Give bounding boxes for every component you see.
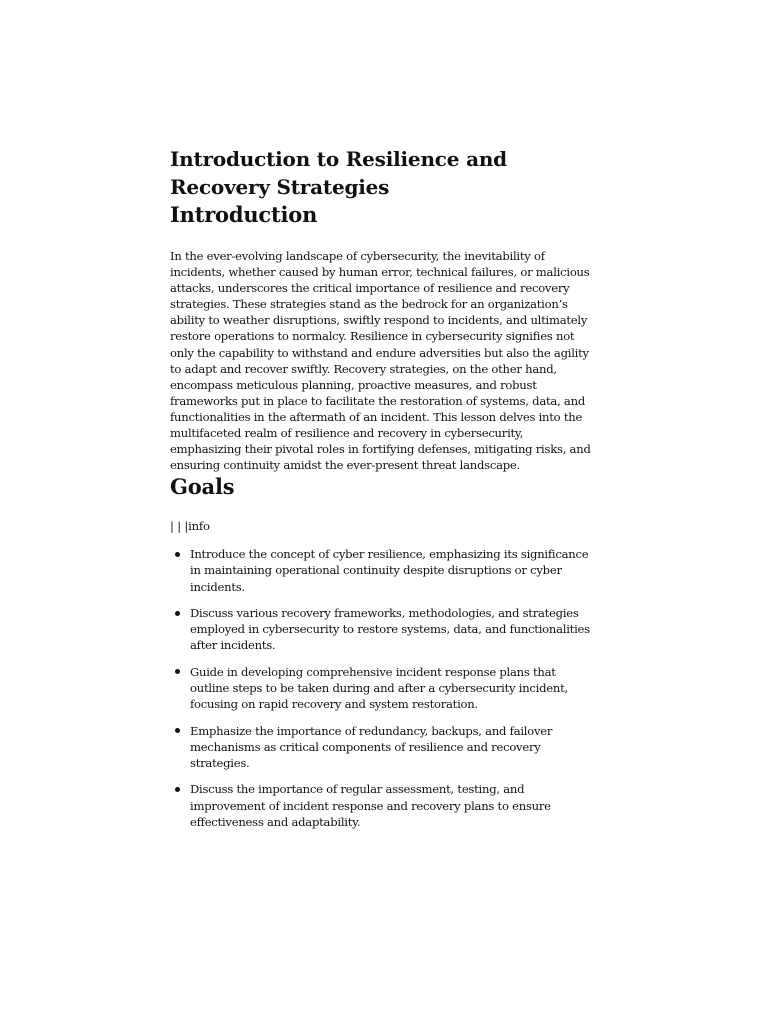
goals-heading: Goals xyxy=(170,474,235,500)
bullet-icon xyxy=(175,552,180,557)
bullet-icon xyxy=(175,728,180,733)
info-marker: | | |info xyxy=(170,519,210,534)
goal-text: Guide in developing comprehensive incident response plans that outline steps to be taken during and after a cybersecurity incident, focusing on rapid recovery and system restoration. xyxy=(190,664,568,712)
list-item xyxy=(170,781,595,829)
list-item xyxy=(170,546,595,594)
bullet-icon xyxy=(175,787,180,792)
bullet-icon xyxy=(175,669,180,674)
document-page xyxy=(170,145,595,840)
list-item xyxy=(170,664,595,712)
goal-text: Emphasize the importance of redundancy, backups, and failover mechanisms as critical components of resilience and recovery strategies. xyxy=(190,723,553,770)
introduction-paragraph: In the ever-evolving landscape of cybersecurity, the inevitability of incidents, whether caused by human error, technical failures, or malicious attacks, underscores the critical importance of resilience and recovery strategies. These strategies stand as the bedrock for an organization’s ability to weather disruptions, swiftly respond to incidents, and ultimately restore operations to normalcy. Resilience in cybersecurity signifies not only the capability to withstand and endure adversities but also the agility to adapt and recover swiftly. Recovery strategies, on the other hand, encompass meticulous planning, proactive measures, and robust frameworks put in place to facilitate the restoration of systems, data, and functionalities in the aftermath of an incident. This lesson delves into the multifaceted realm of resilience and recovery in cybersecurity, emphasizing their pivotal roles in fortifying defenses, mitigating risks, and ensuring continuity amidst the ever-present threat landscape. xyxy=(170,249,591,473)
page-title: Introduction to Resilience and Recovery Strategies xyxy=(170,147,507,199)
goal-text: Discuss various recovery frameworks, methodologies, and strategies employed in cybersecurity to restore systems, data, and functionalities after incidents. xyxy=(190,606,590,653)
goal-text: Introduce the concept of cyber resilience, emphasizing its significance in maintaining operational continuity despite disruptions or cyber incidents. xyxy=(190,547,589,594)
list-item xyxy=(170,605,595,653)
bullet-icon xyxy=(175,611,180,616)
goals-list xyxy=(170,546,595,829)
list-item xyxy=(170,723,595,771)
goal-text: Discuss the importance of regular assessment, testing, and improvement of incident response and recovery plans to ensure effectiveness and adaptability. xyxy=(190,782,551,829)
introduction-heading: Introduction xyxy=(170,202,318,227)
